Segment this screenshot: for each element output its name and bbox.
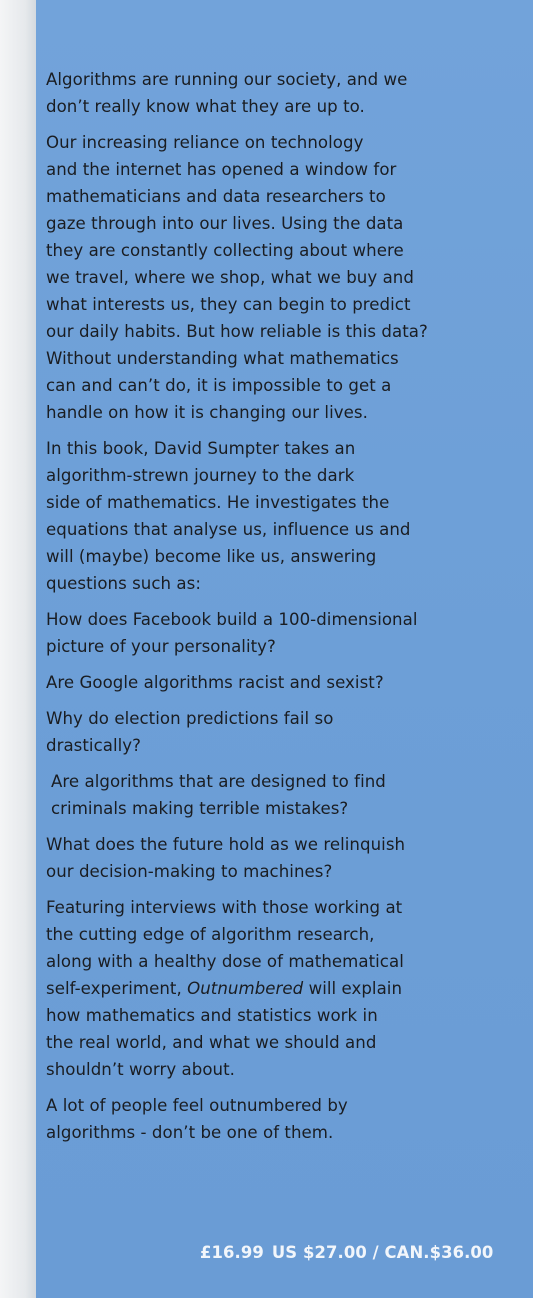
blurb-question-future: What does the future hold as we relinquish our decision-making to machines? [46,835,406,881]
blurb-interviews-after: will explain how mathematics and statistics work in the real world, and what we should and shouldn’t worry about. [46,979,403,1079]
blurb-paragraph-closing: A lot of people feel outnumbered by algorithms - don’t be one of them. [46,1096,348,1142]
page-edge [0,0,36,1298]
blurb-paragraph-intro: Algorithms are running our society, and we don’t really know what they are up to. [46,70,408,116]
blurb-question-google: Are Google algorithms racist and sexist? [46,673,384,692]
blurb-interviews-before: Featuring interviews with those working at the cutting edge of algorithm research, along with a healthy dose of mathematical self-experiment, [46,898,404,998]
blurb-paragraph-interviews [46,894,486,1083]
price-line [200,1243,494,1262]
price-us-can: US $27.00 / CAN.$36.00 [271,1243,494,1262]
blurb-paragraph-book: In this book, David Sumpter takes an algorithm-strewn journey to the dark side of mathematics. He investigates the equations that analyse us, influence us and will (maybe) become like us, answering questions such as: [46,439,411,593]
blurb-paragraph-reliance: Our increasing reliance on technology and the internet has opened a window for mathematicians and data researchers to gaze through into our lives. Using the data they are constantly collecting about where we travel, where we shop, what we buy and what interests us, they can begin to predict our daily habits. But how reliable is this data? Without understanding what mathematics can and can’t do, it is impossible to get a handle on how it is changing our lives. [46,133,428,422]
blurb-question-facebook: How does Facebook build a 100-dimensional picture of your personality? [46,610,418,656]
book-title-italic: Outnumbered [187,979,304,998]
price-gbp: £16.99 [200,1243,264,1262]
blurb-question-election: Why do election predictions fail so drastically? [46,709,334,755]
blurb-text [46,66,486,1155]
blurb-question-criminals: Are algorithms that are designed to find criminals making terrible mistakes? [51,772,386,818]
